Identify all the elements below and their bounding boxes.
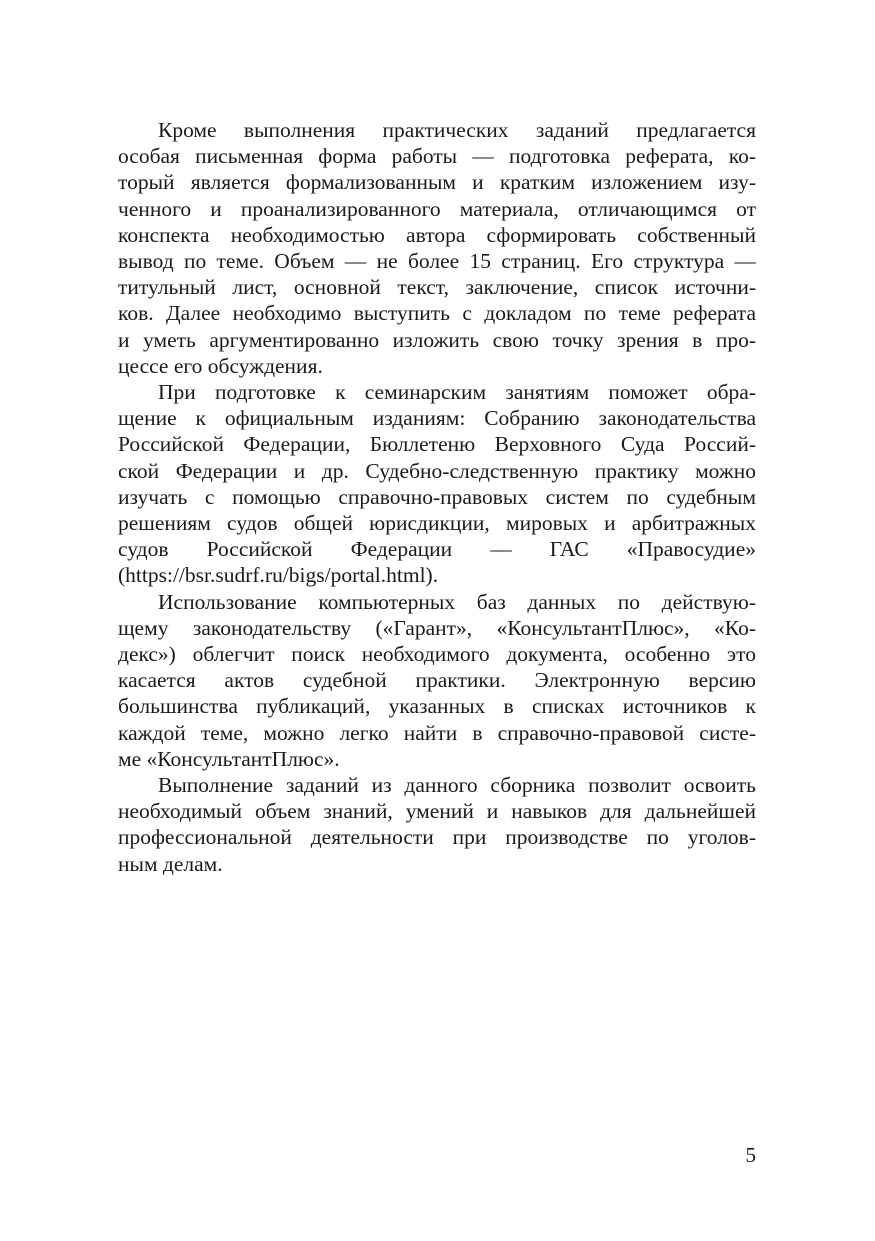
text-line: вывод по теме. Объем — не более 15 страниц. Его структура — [118,249,756,274]
paragraph-databases [118,589,756,772]
text-line: ным делам. [118,851,223,876]
text-line: Использование компьютерных баз данных по действую- [158,589,756,614]
text-line: ченного и проанализированного материала, отличающимся от [118,196,756,221]
text-line: титульный лист, основной текст, заключение, список источни- [118,275,756,300]
text-line: декс») облегчит поиск необходимого документа, особенно это [118,642,756,667]
text-line: щему законодательству («Гарант», «КонсультантПлюс», «Ко- [118,615,756,640]
text-line: каждой теме, можно легко найти в справочно-правовой систе- [118,720,756,745]
text-line: конспекта необходимостью автора сформировать собственный [118,222,756,247]
text-line: большинства публикаций, указанных в списках источников к [118,694,756,719]
text-line: решениям судов общей юрисдикции, мировых и арбитражных [118,511,756,536]
text-line: Выполнение заданий из данного сборника позволит освоить [158,773,756,798]
paragraph-seminar-prep [118,379,756,589]
text-line: щение к официальным изданиям: Собранию законодательства [118,406,756,431]
text-line: ков. Далее необходимо выступить с докладом по теме реферата [118,301,756,326]
paragraph-essay [118,117,756,379]
text-line: касается актов судебной практики. Электронную версию [118,668,756,693]
text-line: При подготовке к семинарским занятиям поможет обра- [158,380,756,405]
text-line: особая письменная форма работы — подготовка реферата, ко- [118,144,756,169]
text-line: торый является формализованным и кратким изложением изу- [118,170,756,195]
document-body [118,117,756,877]
text-line: профессиональной деятельности при производстве по уголов- [118,825,756,850]
url-link-text: (https://bsr.sudrf.ru/bigs/portal.html). [118,563,439,588]
text-line: Российской Федерации, Бюллетеню Верховного Суда Россий- [118,432,756,457]
text-line: ской Федерации и др. Судебно-следственную практику можно [118,458,756,483]
paragraph-conclusion [118,772,756,877]
text-line: судов Российской Федерации — ГАС «Правосудие» [118,537,756,562]
text-line: ме «КонсультантПлюс». [118,746,340,771]
text-line: цессе его обсуждения. [118,353,323,378]
text-line: Кроме выполнения практических заданий предлагается [158,118,756,142]
page-number: 5 [745,1143,756,1167]
text-line: изучать с помощью справочно-правовых систем по судебным [118,484,756,509]
text-line: и уметь аргументированно изложить свою точку зрения в про- [118,327,756,352]
text-line: необходимый объем знаний, умений и навыков для дальнейшей [118,799,756,824]
